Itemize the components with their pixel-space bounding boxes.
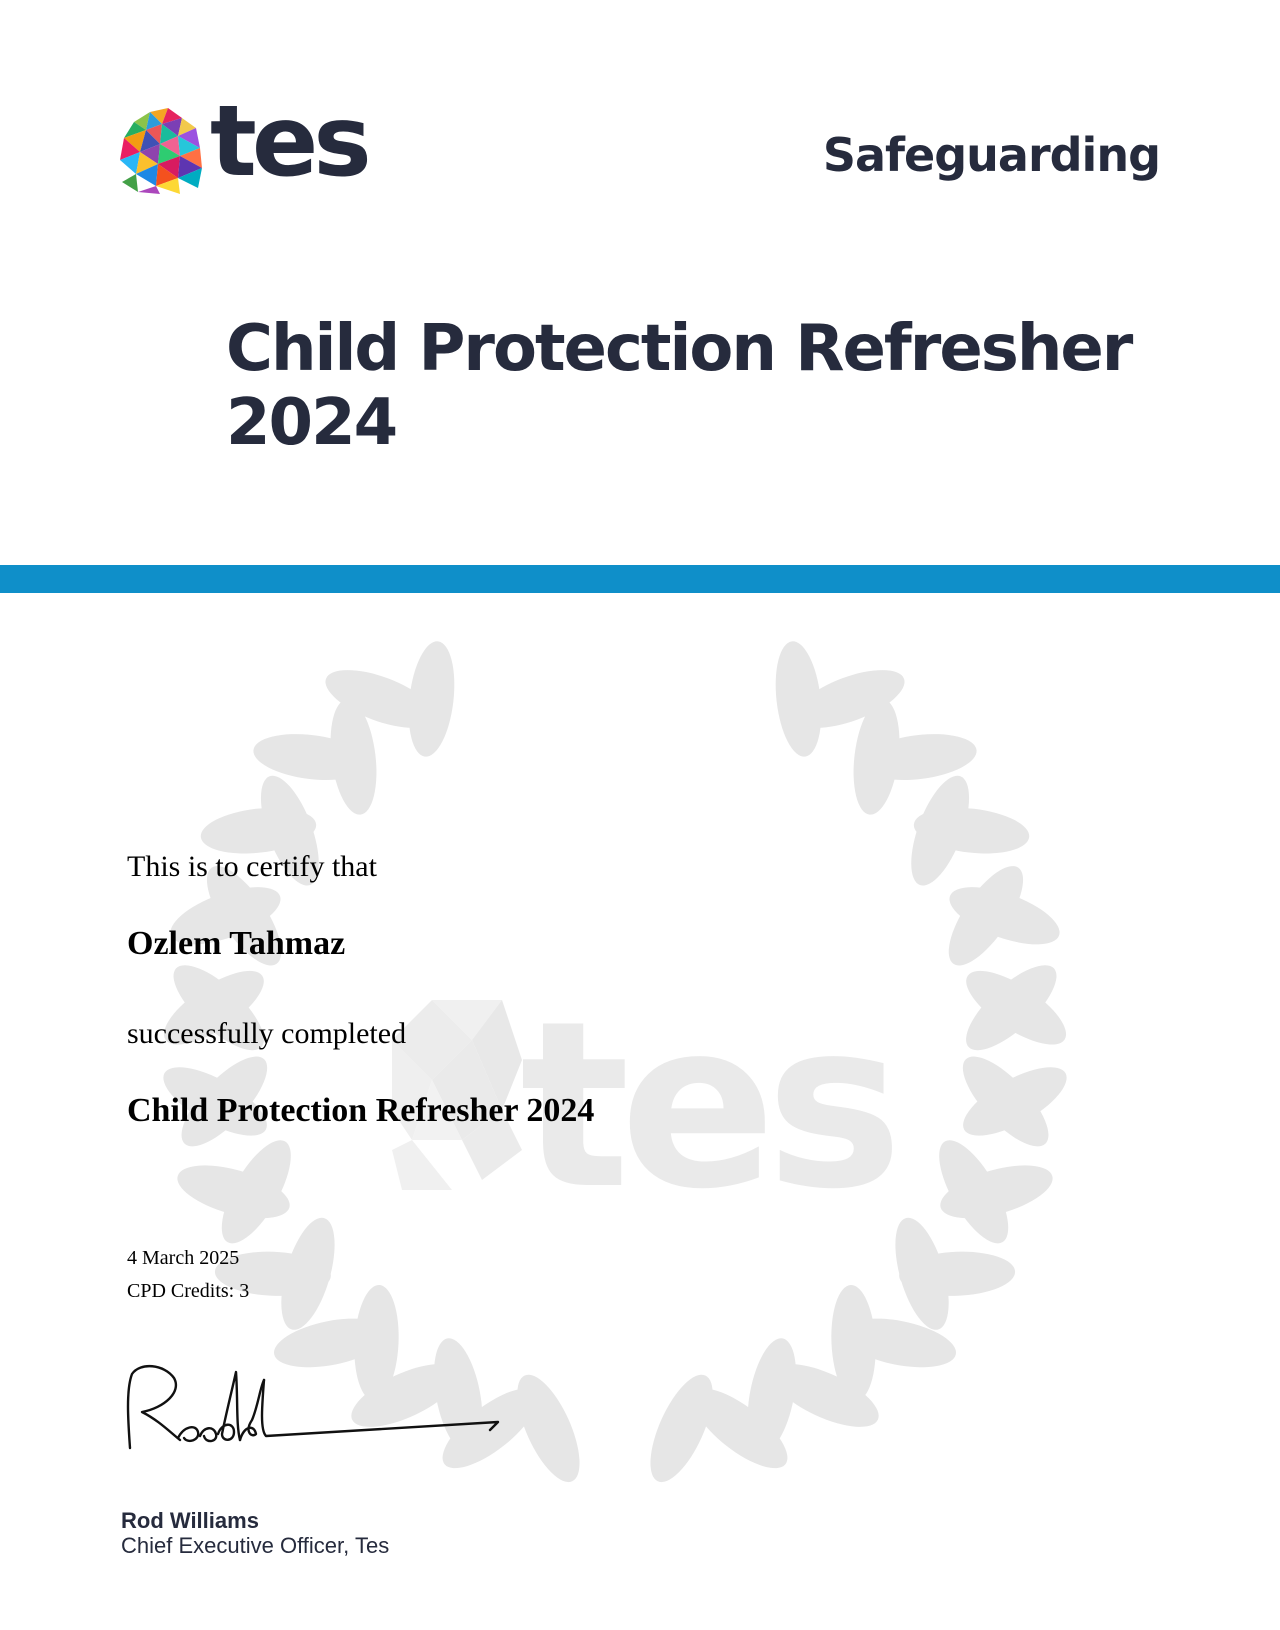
signature-icon	[118, 1360, 518, 1470]
signatory-name: Rod Williams	[121, 1508, 259, 1533]
certificate-title	[226, 312, 1186, 460]
cpd-credits: CPD Credits: 3	[127, 1280, 250, 1302]
tes-logo-text: tes	[210, 85, 367, 199]
watermark-logo-text: tes	[520, 973, 893, 1240]
issue-date: 4 March 2025	[127, 1247, 240, 1269]
tes-logo-mark-icon	[120, 108, 206, 194]
title-line-1: Child Protection Refresher	[226, 312, 1132, 386]
title-line-2: 2024	[226, 386, 397, 460]
certify-statement: This is to certify that	[127, 850, 377, 883]
tes-logo	[120, 85, 367, 199]
category-label: Safeguarding	[822, 128, 1160, 182]
completed-statement: successfully completed	[127, 1017, 407, 1050]
accent-divider	[0, 565, 1280, 593]
learner-name: Ozlem Tahmaz	[127, 925, 346, 962]
laurel-leaf	[403, 639, 460, 759]
course-name: Child Protection Refresher 2024	[127, 1092, 595, 1129]
signatory-title: Chief Executive Officer, Tes	[121, 1533, 390, 1558]
